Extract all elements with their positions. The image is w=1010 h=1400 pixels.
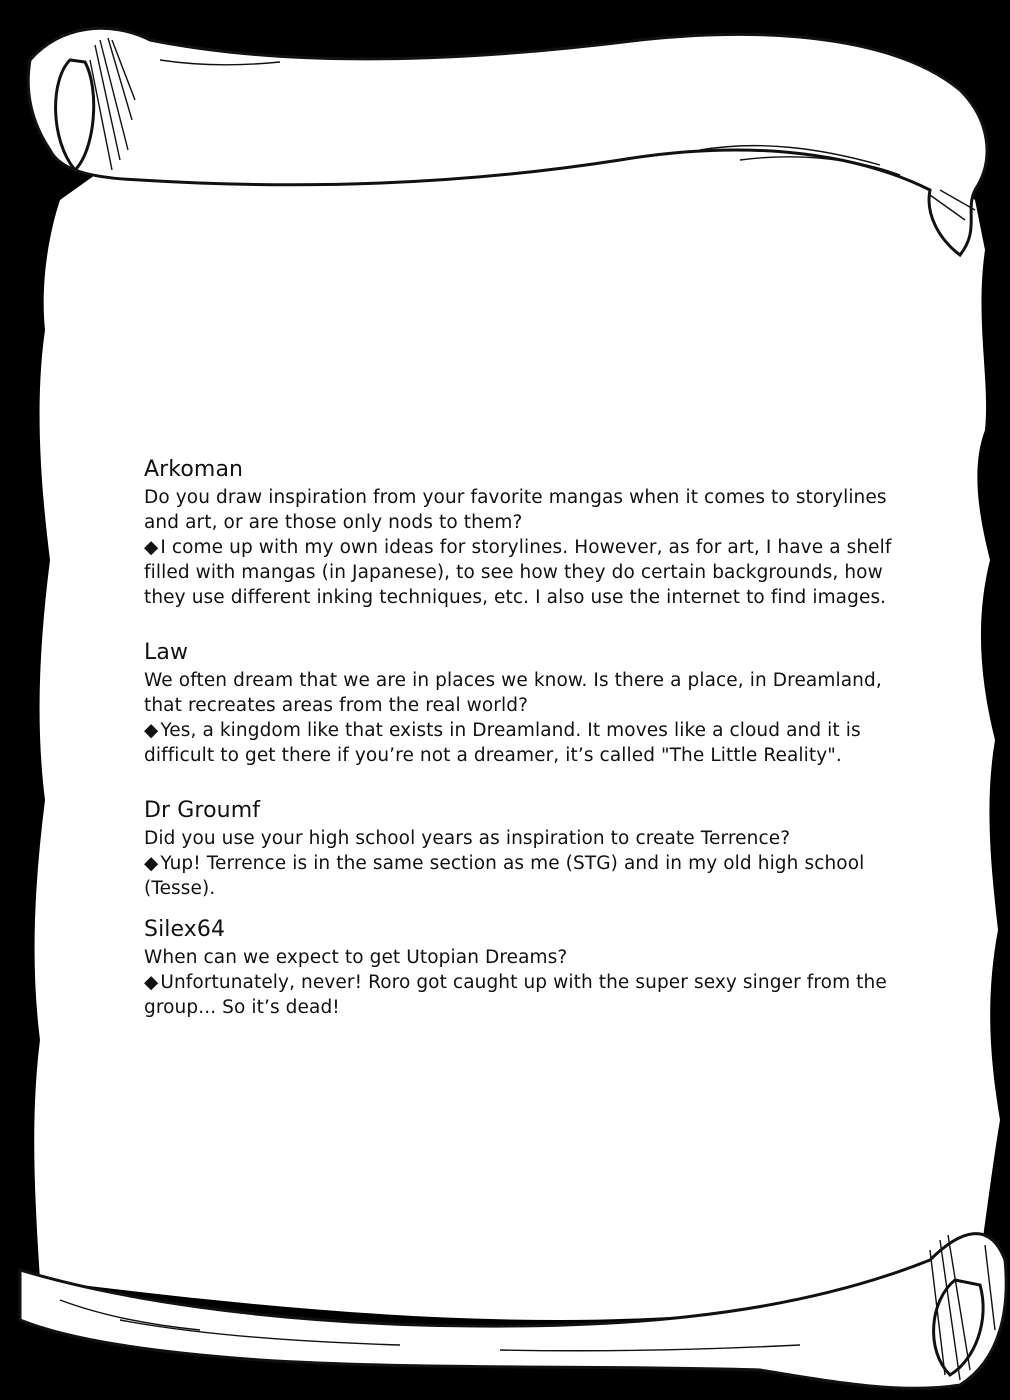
answer-text: Unfortunately, never! Roro got caught up with the super sexy singer from the group... So it’s dead! <box>144 972 887 1018</box>
question-text: Do you draw inspiration from your favorite mangas when it comes to storylines and art, or are those only nods to them? <box>144 487 887 533</box>
qa-section <box>144 455 904 1048</box>
diamond-bullet-icon: ◆ <box>144 853 159 874</box>
answer <box>144 970 904 1020</box>
asker-name: Arkoman <box>144 457 244 482</box>
asker-name: Law <box>144 640 189 665</box>
answer <box>144 718 904 768</box>
qa-entry-arkoman <box>144 455 904 610</box>
question-text: When can we expect to get Utopian Dreams? <box>144 947 568 968</box>
answer-text: Yes, a kingdom like that exists in Dreamland. It moves like a cloud and it is difficult to get there if you’re not a dreamer, it’s called "The Little Reality". <box>144 720 861 766</box>
diamond-bullet-icon: ◆ <box>144 720 159 741</box>
qa-entry-silex64 <box>144 915 904 1020</box>
answer <box>144 851 904 901</box>
asker-name: Dr Groumf <box>144 798 261 823</box>
answer-text: Yup! Terrence is in the same section as me (STG) and in my old high school (Tesse). <box>144 853 865 899</box>
question-text: Did you use your high school years as inspiration to create Terrence? <box>144 828 791 849</box>
question-text: We often dream that we are in places we know. Is there a place, in Dreamland, that recreates areas from the real world? <box>144 670 882 716</box>
diamond-bullet-icon: ◆ <box>144 972 159 993</box>
qa-entry-law <box>144 638 904 768</box>
diamond-bullet-icon: ◆ <box>144 537 159 558</box>
asker-name: Silex64 <box>144 917 226 942</box>
answer-text: I come up with my own ideas for storylines. However, as for art, I have a shelf filled with mangas (in Japanese), to see how they do certain backgrounds, how they use different inking techniques, etc. I also use the internet to find images. <box>144 537 892 608</box>
answer <box>144 535 904 610</box>
qa-entry-dr-groumf <box>144 796 904 901</box>
